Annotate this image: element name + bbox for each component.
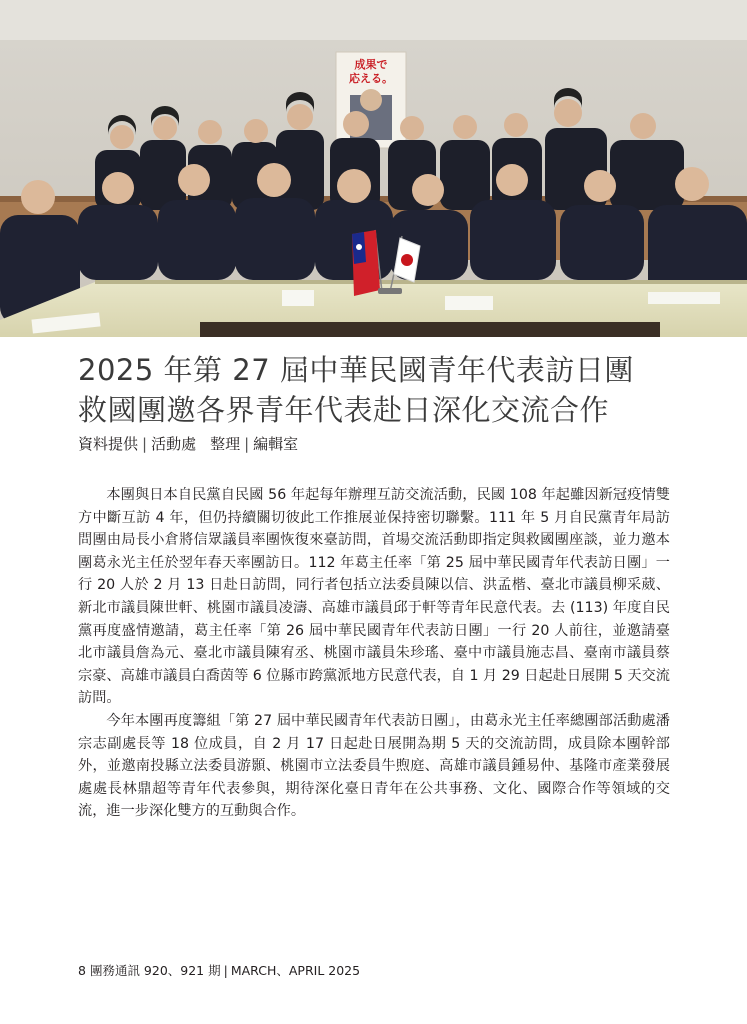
credit-separator: | (142, 435, 148, 453)
credit-edit-org: 編輯室 (253, 435, 299, 453)
credit-source-org: 活動處 (151, 435, 197, 453)
article-body (78, 484, 670, 823)
article-title (78, 350, 718, 430)
title-line-2: 救國團邀各界青年代表赴日深化交流合作 (78, 393, 610, 427)
group-photo-illustration (0, 0, 747, 337)
article-credits (78, 433, 298, 455)
poster-slogan: 成果で 応える。 (349, 58, 393, 85)
credit-separator: | (244, 435, 250, 453)
body-paragraph-2: 今年本團再度籌組「第 27 屆中華民國青年代表訪日團」，由葛永光主任率總團部活動處潘宗志副處長等 18 位成員，自 2 月 17 日起赴日展開為期 5 天的交流訪問，成員除本團幹部外，並邀南投縣立法委員游顥、桃園市立法委員牛煦庭、高雄市議員鍾易仲、基隆市產業發展處處長林鼎超等青年代表參與，期待深化臺日青年在公共事務、文化、國際合作等領域的交流，進一步深化雙方的互動與合作。 (78, 712, 670, 820)
footer-separator: | (223, 963, 228, 978)
publication-date: MARCH、APRIL 2025 (230, 963, 361, 978)
body-paragraph-1: 本團與日本自民黨自民國 56 年起每年辦理互訪交流活動，民國 108 年起雖因新冠疫情雙方中斷互訪 4 年，但仍持續關切彼此工作推展並保持密切聯繫。111 年 5 月自民黨青年局訪問團由局長小倉將信眾議員率團恢復來臺訪問，首場交流活動即指定與救國團座談，並力邀本團葛永光主任於翌年春天率團訪日。112 年葛主任率「第 25 屆中華民國青年代表訪日團」一行 20 人於 2 月 13 日赴日訪問，同行者包括立法委員陳以信、洪孟楷、臺北市議員柳采葳、新北市議員陳世軒、桃園市議員凌濤、高雄市議員邱于軒等青年民意代表。去 (113) 年度自民黨再度盛情邀請，葛主任率「第 26 屆中華民國青年代表訪日團」一行 20 人前往，並邀請臺北市議員詹為元、臺北市議員陳宥丞、桃園市議員朱珍瑤、臺中市議員施志昌、臺南市議員蔡宗豪、高雄市議員白喬茵等 6 位縣市跨黨派地方民意代表，自 1 月 29 日起赴日展開 5 天交流訪問。 (78, 487, 670, 707)
title-line-1: 2025 年第 27 屆中華民國青年代表訪日團 (78, 353, 634, 387)
credit-source-label: 資料提供 (78, 435, 139, 453)
page-footer (78, 962, 360, 980)
publication-name: 團務通訊 920、921 期 (89, 963, 221, 978)
group-photo (0, 0, 747, 337)
page-number: 8 (78, 963, 86, 978)
credit-edit-label: 整理 (210, 435, 241, 453)
